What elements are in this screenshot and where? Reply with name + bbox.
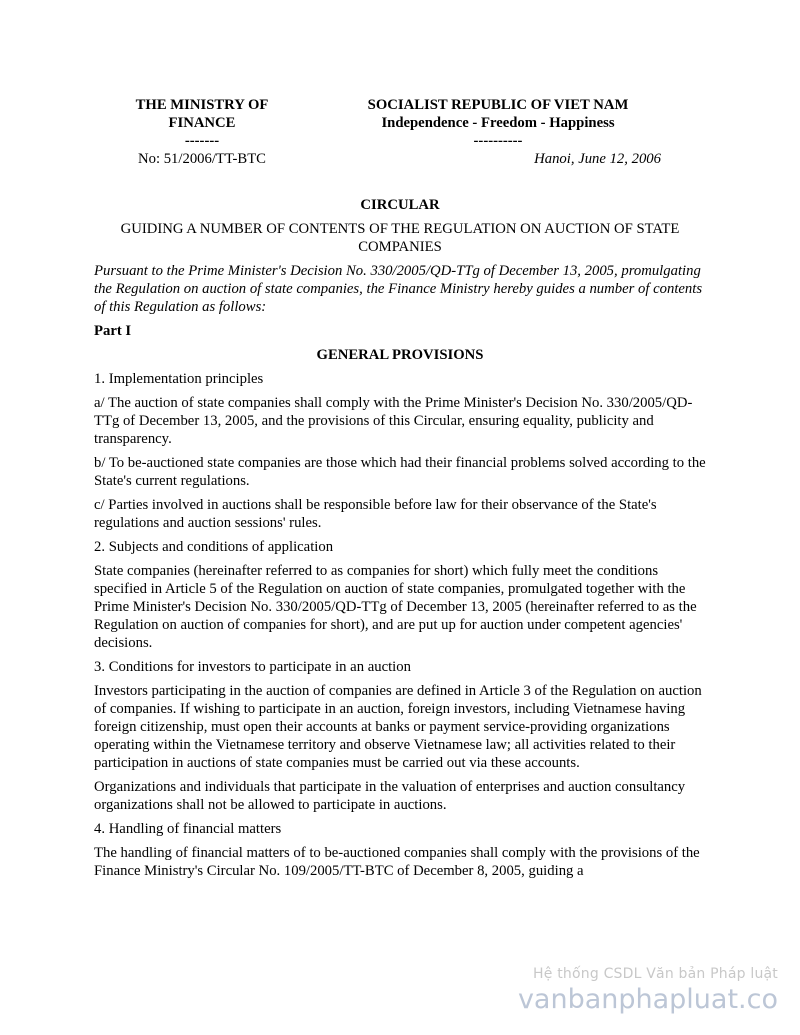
motto-divider: ---------- — [473, 133, 523, 149]
paragraph: State companies (hereinafter referred to as companies for short) which fully meet the conditions specified in Article 5 of the Regulation on auction of state companies, promulgated together with the Prime Minister's Decision No. 330/2005/QD-TTg of December 13, 2005 (hereinafter referred to as the Regulation on auction of companies for short), and are put up for auction under competent agencies' decisions. — [94, 563, 697, 651]
document-number: No: 51/2006/TT-BTC — [138, 151, 266, 167]
paragraph: Organizations and individuals that participate in the valuation of enterprises and auction consultancy organizations shall not be allowed to participate in auctions. — [94, 779, 686, 813]
heading-implementation-principles: 1. Implementation principles — [94, 371, 264, 387]
watermark-caption: Hệ thống CSDL Văn bản Pháp luật — [533, 966, 778, 982]
heading-financial-matters: 4. Handling of financial matters — [94, 821, 282, 837]
document-subtitle: GUIDING A NUMBER OF CONTENTS OF THE REGULATION ON AUCTION OF STATE COMPANIES — [120, 221, 680, 255]
agency-divider: ------- — [184, 133, 220, 149]
document-body — [94, 196, 706, 886]
paragraph: c/ Parties involved in auctions shall be responsible before law for their observance of the State's regulations and auction sessions' rules. — [94, 497, 657, 531]
country-name: SOCIALIST REPUBLIC OF VIET NAM — [367, 97, 629, 113]
paragraph: a/ The auction of state companies shall comply with the Prime Minister's Decision No. 330/2005/QD-TTg of December 13, 2005, and the provisions of this Circular, ensuring equality, publicity and transparency. — [94, 395, 693, 447]
site-watermark — [518, 965, 778, 1017]
issuing-agency — [94, 96, 310, 150]
paragraph: The handling of financial matters of to be-auctioned companies shall comply with the provisions of the Finance Ministry's Circular No. 109/2005/TT-BTC of December 8, 2005, guiding a — [94, 845, 700, 879]
watermark-domain: vanbanphapluat.co — [517, 984, 778, 1015]
motto-line: Independence - Freedom - Happiness — [381, 115, 615, 131]
agency-line-2: FINANCE — [168, 115, 236, 131]
national-motto — [326, 96, 670, 150]
heading-investor-conditions: 3. Conditions for investors to participate in an auction — [94, 659, 411, 675]
heading-subjects-conditions: 2. Subjects and conditions of application — [94, 539, 334, 555]
document-title: CIRCULAR — [360, 197, 440, 213]
place-date: Hanoi, June 12, 2006 — [534, 151, 661, 167]
part-label: Part I — [94, 323, 132, 339]
agency-line-1: THE MINISTRY OF — [135, 97, 269, 113]
paragraph: b/ To be-auctioned state companies are those which had their financial problems solved according to the State's current regulations. — [94, 455, 706, 489]
preamble: Pursuant to the Prime Minister's Decision No. 330/2005/QD-TTg of December 13, 2005, promulgating the Regulation on auction of state companies, the Finance Ministry hereby guides a number of contents of this Regulation as follows: — [94, 263, 703, 315]
part-title: GENERAL PROVISIONS — [316, 347, 484, 363]
paragraph: Investors participating in the auction of companies are defined in Article 3 of the Regulation on auction of companies. If wishing to participate in an auction, foreign investors, including Vietnamese having foreign citizenship, must open their accounts at banks or payment service-providing organizations operating within the Vietnamese territory and observe Vietnamese law; all activities related to their participation in auctions of state companies must be carried out via these accounts. — [94, 683, 702, 771]
